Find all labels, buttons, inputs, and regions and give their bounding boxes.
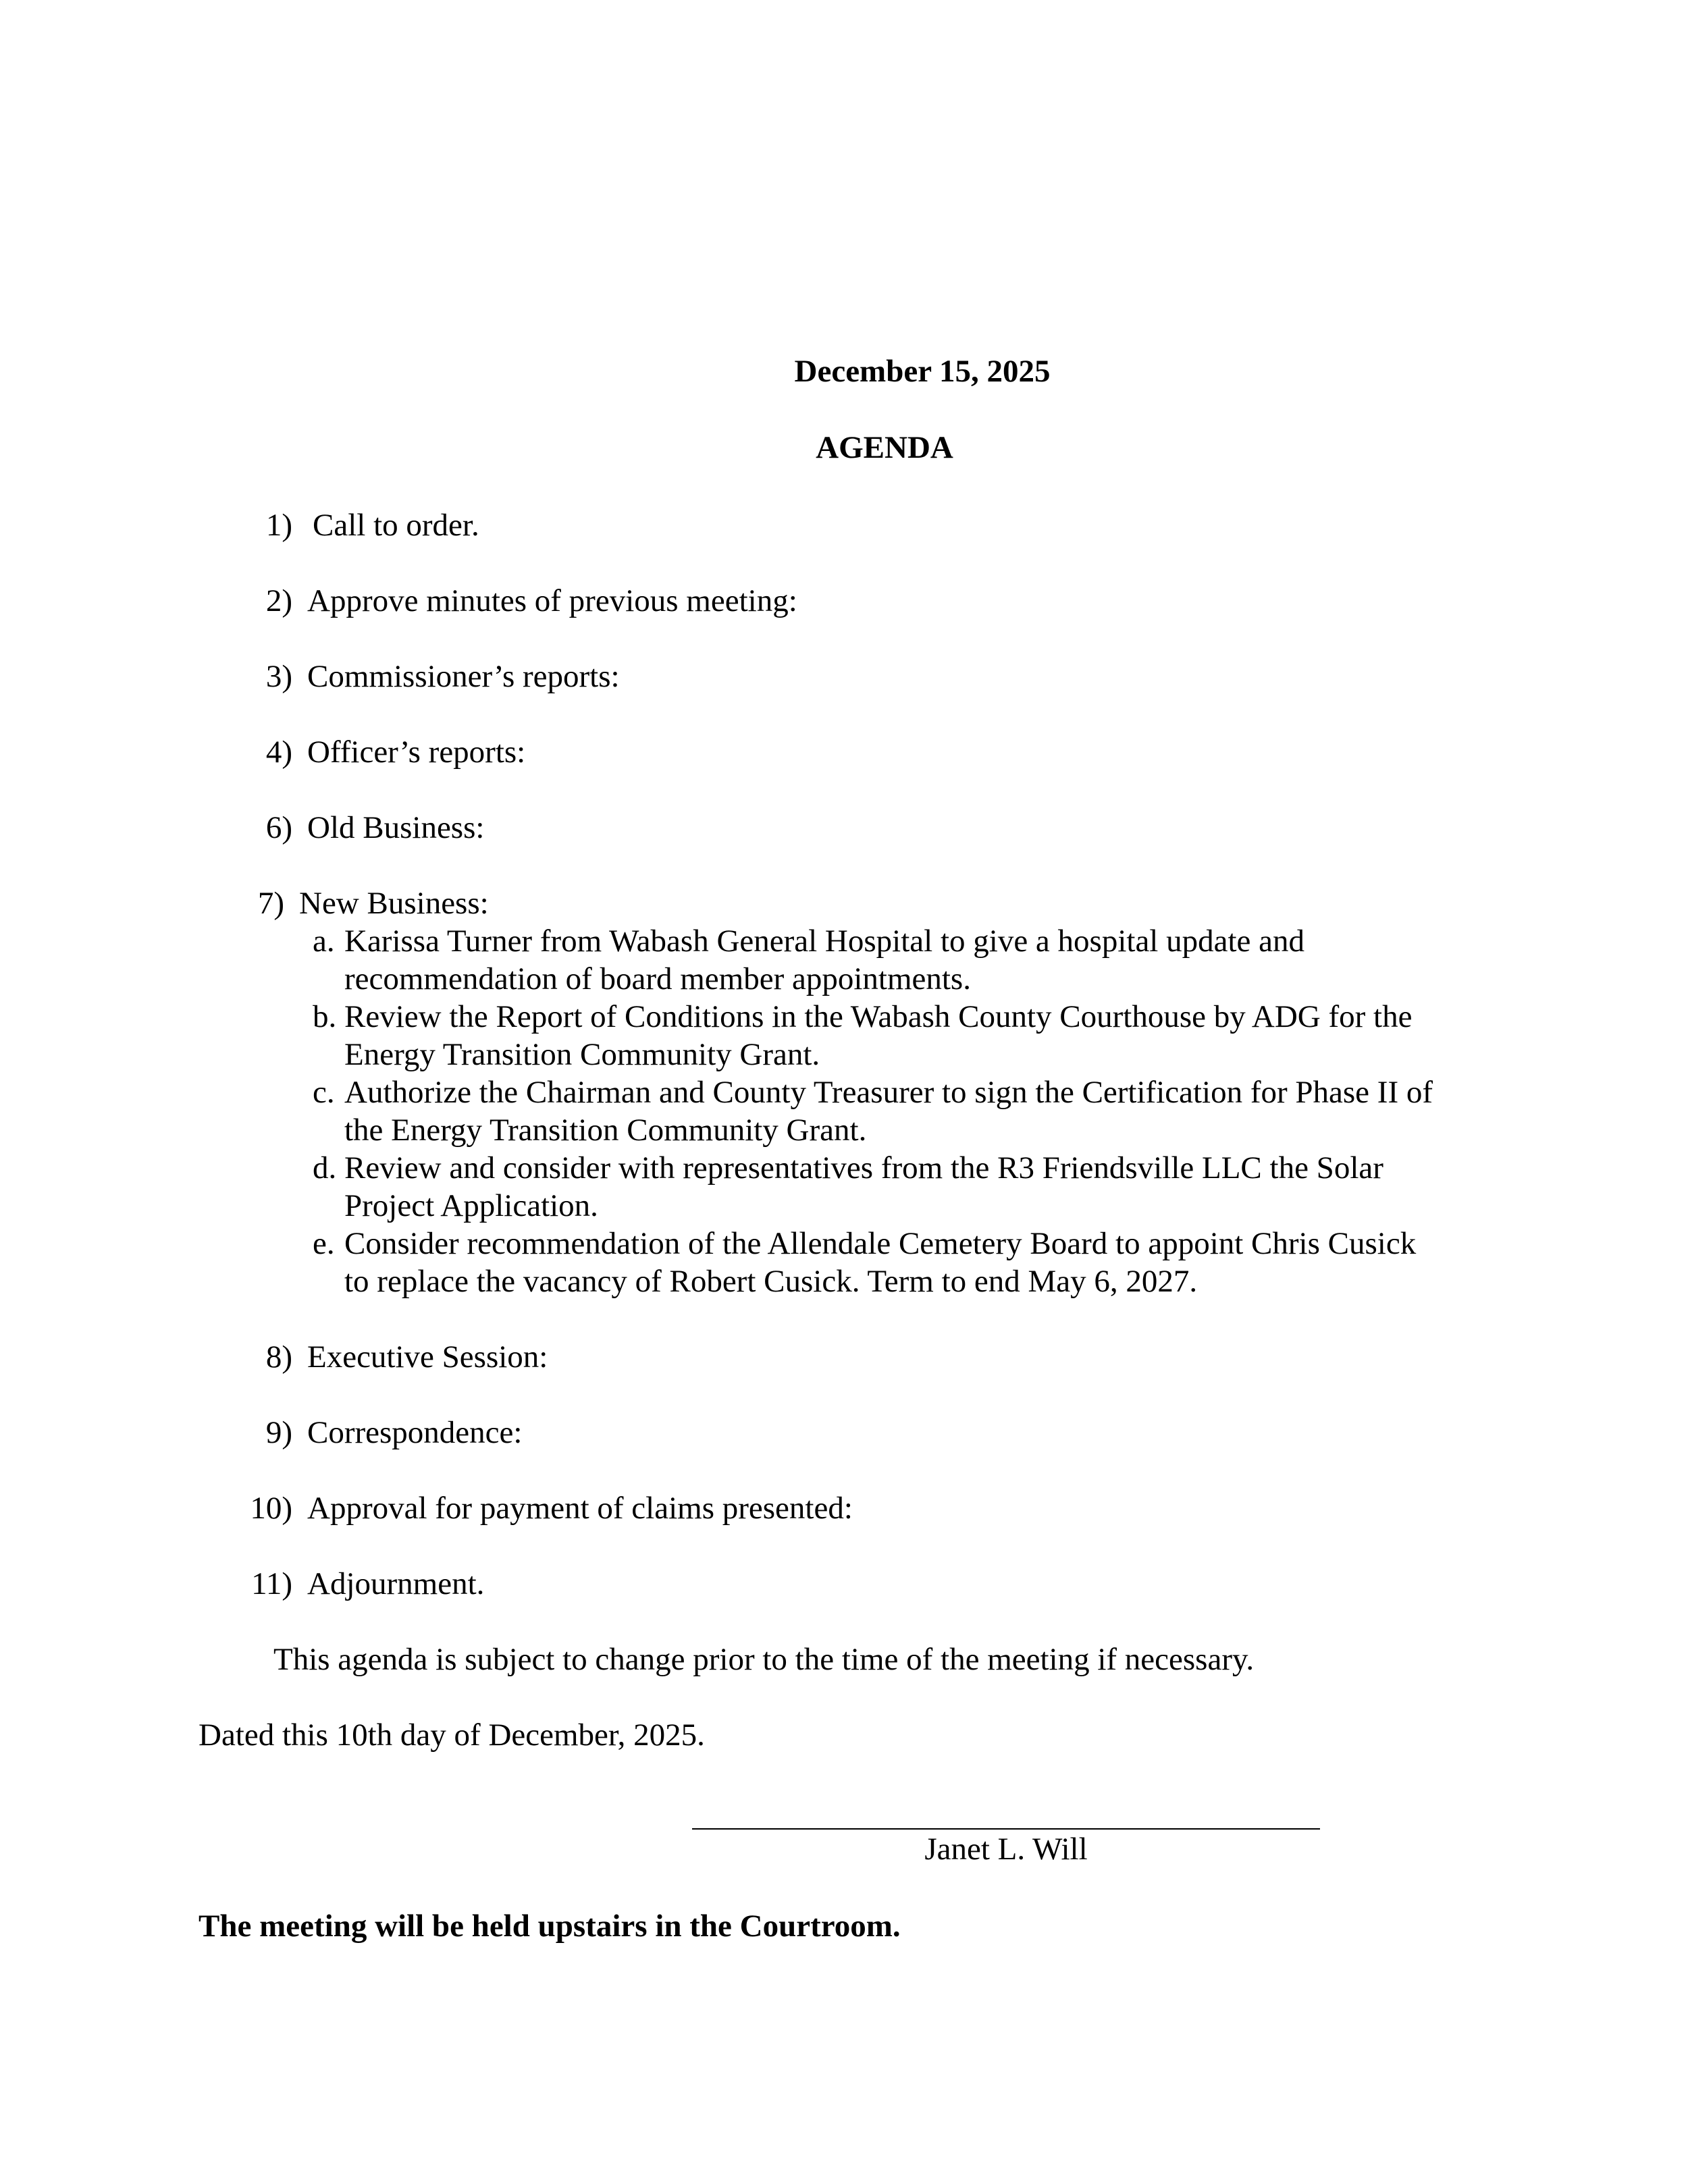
- sub-item-letter: c.: [313, 1075, 335, 1110]
- sub-item-letter: b.: [313, 999, 337, 1034]
- signature-line: [692, 1828, 1320, 1830]
- item-number: 3): [265, 659, 292, 694]
- item-text: Approve minutes of previous meeting:: [307, 583, 797, 618]
- sub-item-line: Review the Report of Conditions in the Wabash County Courthouse by ADG for the: [344, 999, 1413, 1034]
- change-notice: This agenda is subject to change prior to the time of the meeting if necessary.: [273, 1642, 1255, 1677]
- sub-item-line: Project Application.: [344, 1188, 598, 1223]
- item-text: Executive Session:: [307, 1339, 548, 1375]
- item-text: Officer’s reports:: [307, 735, 526, 770]
- sub-item-line: to replace the vacancy of Robert Cusick. Term to end May 6, 2027.: [344, 1264, 1198, 1299]
- item-text: Correspondence:: [307, 1415, 523, 1450]
- sub-item-line: Energy Transition Community Grant.: [344, 1037, 820, 1072]
- item-number: 10): [250, 1491, 292, 1526]
- item-number: 7): [257, 886, 284, 921]
- item-number: 8): [265, 1339, 292, 1375]
- agenda-title: AGENDA: [816, 430, 953, 465]
- sub-item-line: Authorize the Chairman and County Treasurer to sign the Certification for Phase II of: [344, 1075, 1433, 1110]
- meeting-location-notice: The meeting will be held upstairs in the Courtroom.: [199, 1909, 901, 1944]
- sub-item-letter: e.: [313, 1226, 335, 1261]
- item-text: Commissioner’s reports:: [307, 659, 620, 694]
- item-number: 9): [265, 1415, 292, 1450]
- sub-item-line: recommendation of board member appointments.: [344, 961, 971, 996]
- item-number: 2): [265, 583, 292, 618]
- item-number: 1): [265, 508, 292, 543]
- item-text: Adjournment.: [307, 1566, 485, 1601]
- sub-item-line: the Energy Transition Community Grant.: [344, 1113, 867, 1148]
- item-number: 4): [265, 735, 292, 770]
- sub-item-letter: a.: [313, 924, 335, 959]
- sub-item-line: Consider recommendation of the Allendale Cemetery Board to appoint Chris Cusick: [344, 1226, 1417, 1261]
- item-text: New Business:: [299, 886, 489, 921]
- item-number: 6): [265, 810, 292, 845]
- item-text: Approval for payment of claims presented:: [307, 1491, 853, 1526]
- meeting-date: December 15, 2025: [794, 354, 1051, 389]
- item-text: Old Business:: [307, 810, 485, 845]
- signature-name: Janet L. Will: [924, 1832, 1088, 1867]
- sub-item-line: Review and consider with representatives from the R3 Friendsville LLC the Solar: [344, 1150, 1383, 1186]
- item-number: 11): [251, 1566, 292, 1601]
- sub-item-letter: d.: [313, 1150, 337, 1186]
- item-text: Call to order.: [313, 508, 479, 543]
- dated-line: Dated this 10th day of December, 2025.: [199, 1717, 705, 1753]
- sub-item-line: Karissa Turner from Wabash General Hospital to give a hospital update and: [344, 924, 1305, 959]
